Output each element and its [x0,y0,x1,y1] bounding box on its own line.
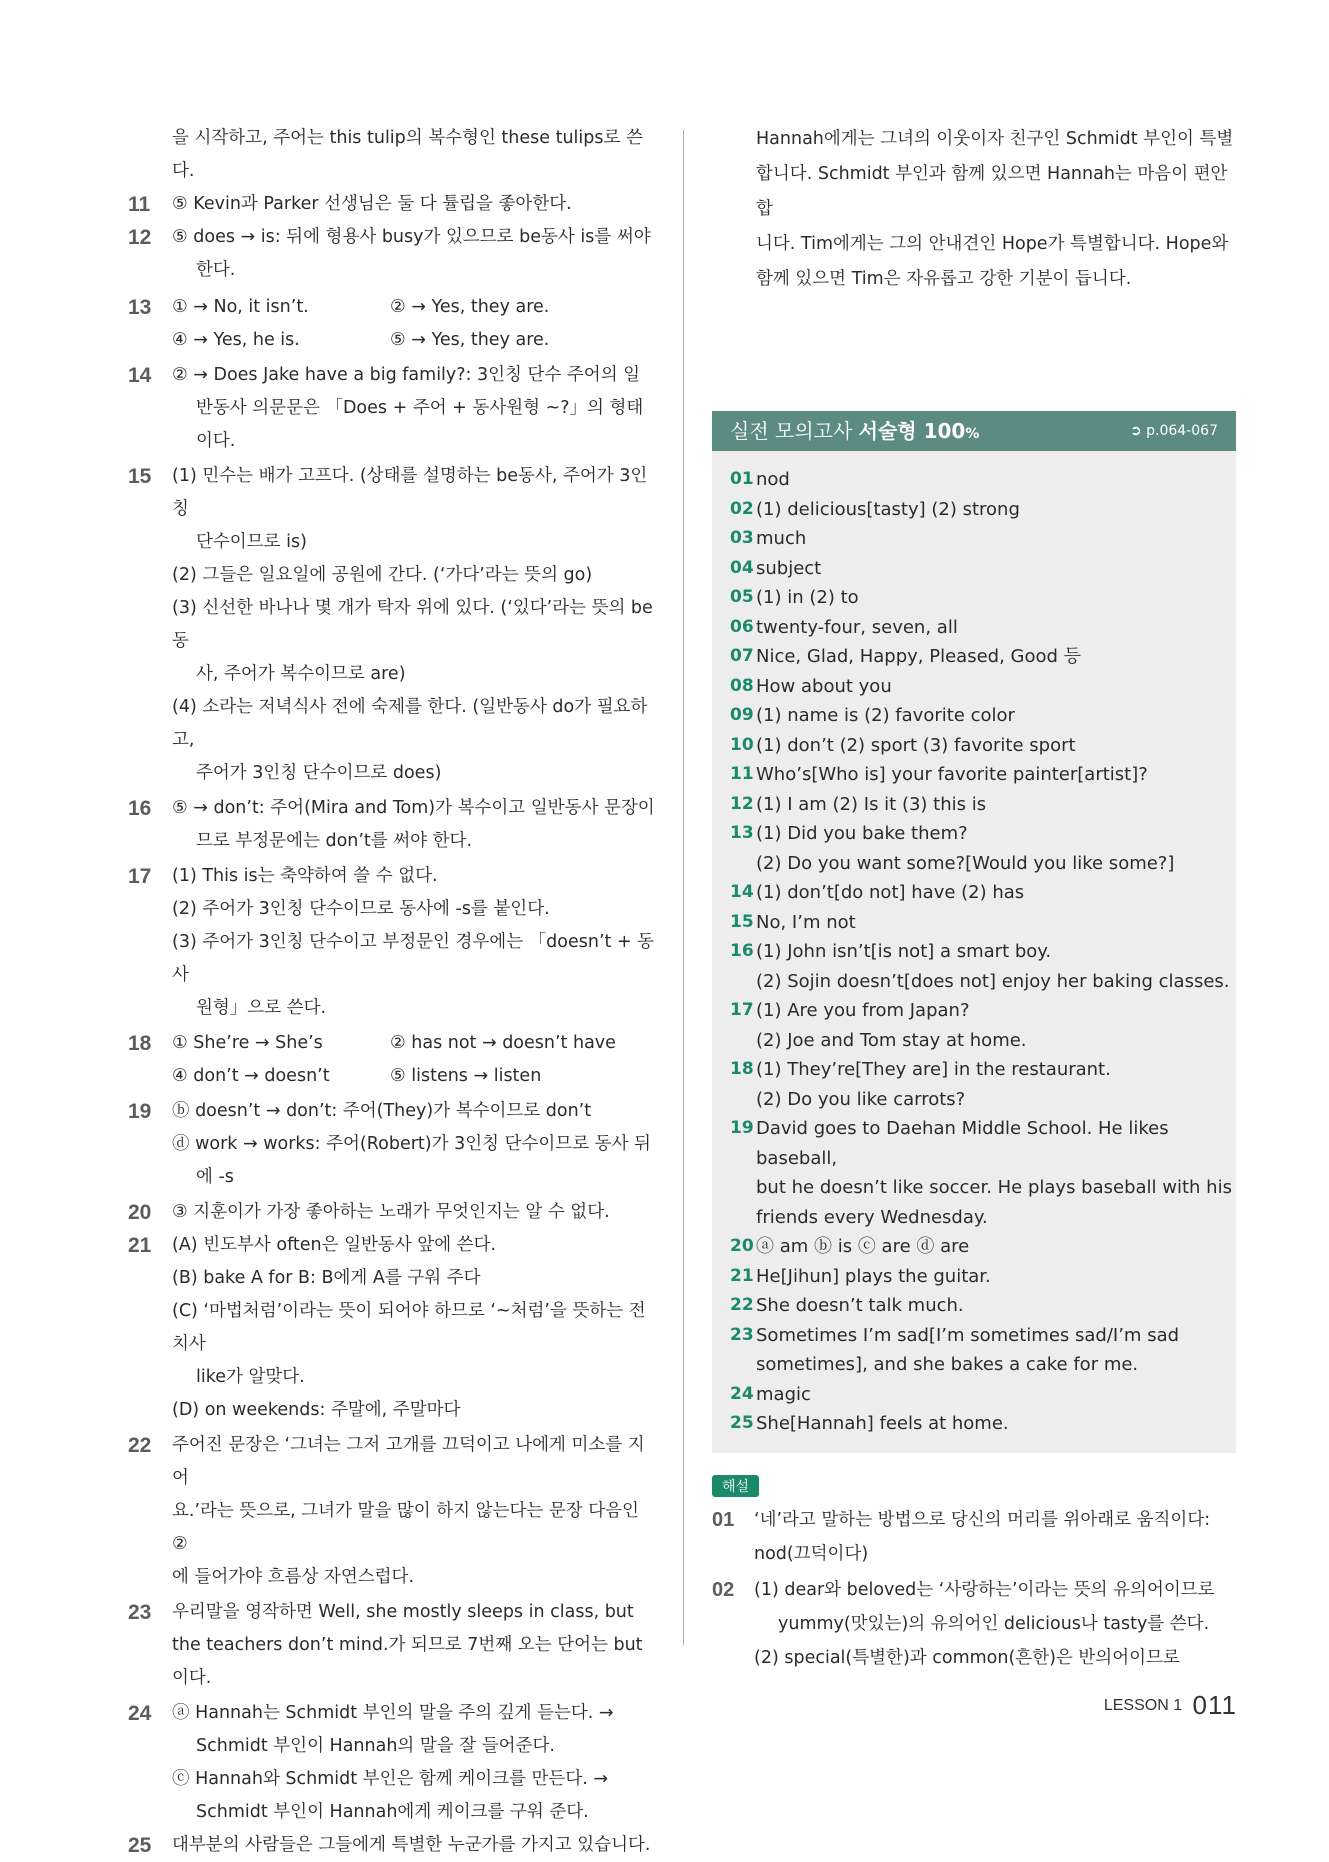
answer-text: magic [756,1383,811,1405]
answer-item [730,1114,1236,1232]
entry-12: 12 ⑤ does → is: 뒤에 형용사 busy가 있으므로 be동사 is를 써야 한다. [128,226,651,280]
answer-number: 03 [730,528,754,548]
answer-text: (2) Joe and Tom stay at home. [756,1029,1027,1051]
page-reference: ➲ p.064-067 [1129,423,1218,439]
answer-text: twenty-four, seven, all [756,616,958,638]
answer-box-header [712,411,1236,451]
entry-20: 20 ③ 지훈이가 가장 좋아하는 노래가 무엇인지는 알 수 없다. [128,1201,610,1224]
answer-number: 13 [730,823,754,843]
answer-item [730,760,1236,790]
answer-text: She doesn’t talk much. [756,1295,964,1316]
answer-number: 19 [730,1118,754,1138]
answer-text: (1) don’t (2) sport (3) favorite sport [756,734,1076,756]
arrow-circle-icon: ➲ [1129,423,1147,439]
answer-item [730,790,1236,820]
answer-text: (2) Do you like carrots? [756,1088,966,1110]
entry-23: 23 우리말을 영작하면 Well, she mostly sleeps in class, but the teachers don’t mind.가 되므로 7번째 오는 단어는 but 이다. [128,1601,643,1688]
entry-25: 25 대부분의 사람들은 그들에게 특별한 누군가를 가지고 있습니다. [128,1834,651,1857]
answer-number: 04 [730,557,754,578]
entry-25-continued: Hannah에게는 그녀의 이웃이자 친구인 Schmidt 부인이 특별 합니다. Schmidt 부인과 함께 있으면 Hannah는 마음이 편안합 니다. Tim에게는 그의 안내견인 Hope가 특별합니다. Hope와 함께 있으면 Tim은 자유롭고 강한 기분이 듭니다. [756,129,1234,289]
answer-item [730,701,1236,731]
answer-text: (1) I am (2) Is it (3) this is [756,793,987,815]
answer-text: (1) John isn’t[is not] a smart boy. [756,941,1052,962]
answer-item [730,1409,1236,1439]
answer-number: 22 [730,1295,754,1315]
answer-item [730,1291,1236,1321]
answer-number: 08 [730,675,754,696]
intro-line: 을 시작하고, 주어는 this tulip의 복수형인 these tulips로 쓴다. [172,128,643,181]
answer-number: 07 [730,646,754,666]
answer-text: nod [756,469,790,490]
answer-item [730,524,1236,554]
answer-text: He[Jihun] plays the guitar. [756,1265,991,1287]
answer-number: 15 [730,911,754,932]
answer-number: 01 [730,469,754,489]
answer-number: 20 [730,1236,754,1256]
column-divider [683,130,684,1645]
answer-text: She[Hannah] feels at home. [756,1413,1009,1434]
answer-text: (2) Sojin doesn’t[does not] enjoy her baking classes. [756,970,1230,992]
answer-number: 21 [730,1265,754,1286]
answer-text: ⓐ am ⓑ is ⓒ are ⓓ are [756,1236,970,1257]
box-title-percent: % [965,426,980,442]
answer-item [730,495,1236,525]
answer-item [730,554,1236,584]
answer-number: 24 [730,1383,754,1404]
answer-text: David goes to Daehan Middle School. He likes baseball, [756,1118,1169,1169]
answer-item [730,672,1236,702]
answer-item [730,465,1236,495]
answer-text: subject [756,557,822,579]
answer-item [730,731,1236,761]
answer-number: 16 [730,941,754,961]
answer-number: 02 [730,498,754,519]
answer-item [730,1055,1236,1114]
entry-24: 24 ⓐ Hannah는 Schmidt 부인의 말을 주의 깊게 듣는다. → Schmidt 부인이 Hannah의 말을 잘 들어준다. ⓒ Hannah와 Schmidt 부인은 함께 케이크를 만든다. → Schmidt 부인이 Hannah에게 케이크를 구워 준다. [128,1702,614,1822]
entry-18: 18 ① She’re → She’s ② has not → doesn’t have ④ don’t → doesn’t ⑤ listens → listen [128,1032,616,1086]
answer-item [730,819,1236,878]
explanation-01: 01 ‘네’라고 말하는 방법으로 당신의 머리를 위아래로 움직이다: nod(끄덕이다) [712,1508,1211,1564]
answer-text: (1) name is (2) favorite color [756,705,1015,726]
entry-17: 17 (1) This is는 축약하여 쓸 수 없다. (2) 주어가 3인칭 단수이므로 동사에 -s를 붙인다. (3) 주어가 3인칭 단수이고 부정문인 경우에는 「doesn’t + 동사 원형」으로 쓴다. [128,865,655,1018]
entry-16: 16 ⑤ → don’t: 주어(Mira and Tom)가 복수이고 일반동사 문장이 므로 부정문에는 don’t를 써야 한다. [128,797,655,851]
answer-text: No, I’m not [756,911,856,933]
answer-text: much [756,528,807,549]
answer-number: 09 [730,705,754,725]
answer-box [712,411,1236,1453]
answer-text: How about you [756,675,892,697]
answer-item [730,1321,1236,1380]
answer-item [730,613,1236,643]
answer-number: 14 [730,882,754,902]
answer-number: 05 [730,587,754,607]
entry-10-continued [128,122,658,188]
answer-number: 10 [730,734,754,755]
answer-text: (1) Are you from Japan? [756,1000,970,1021]
answer-list [712,451,1236,1439]
answer-text: (1) don’t[do not] have (2) has [756,882,1025,903]
page-footer [1104,1690,1237,1721]
lesson-label: LESSON 1 [1103,1697,1183,1714]
page-number: 011 [1192,1690,1237,1720]
answer-text: but he doesn’t like soccer. He plays baseball with his [756,1177,1232,1198]
entry-13: 13 ① → No, it isn’t. ② → Yes, they are. ④ → Yes, he is. ⑤ → Yes, they are. [128,296,550,350]
answer-item [730,996,1236,1055]
answer-item [730,583,1236,613]
entry-21: 21 (A) 빈도부사 often은 일반동사 앞에 쓴다. (B) bake A for B: B에게 A를 구워 주다 (C) ‘마법처럼’이라는 뜻이 되어야 하므로 ‘~처럼’을 뜻하는 전치사 like가 알맞다. (D) on weekends: 주말에, 주말마다 [128,1234,646,1420]
answer-item [730,908,1236,938]
answer-number: 06 [730,616,754,637]
answer-text: sometimes], and she bakes a cake for me. [756,1354,1139,1375]
answer-number: 11 [730,764,754,784]
explanation-tag: 해설 [712,1475,759,1497]
answer-text: Nice, Glad, Happy, Pleased, Good 등 [756,646,1082,667]
answer-text: (1) delicious[tasty] (2) strong [756,498,1020,520]
answer-number: 12 [730,793,754,814]
answer-text: Who’s[Who is] your favorite painter[artist]? [756,764,1148,785]
right-column [712,122,1236,1675]
answer-text: (2) Do you want some?[Would you like some?] [756,852,1175,874]
explanation-list [712,1503,1236,1675]
entry-22: 22 주어진 문장은 ‘그녀는 그저 고개를 끄덕이고 나에게 미소를 지어 요.’라는 뜻으로, 그녀가 말을 많이 하지 않는다는 문장 다음인 ② 에 들어가야 흐름상 자연스럽다. [128,1434,645,1587]
entry-15: 15 (1) 민수는 배가 고프다. (상태를 설명하는 be동사, 주어가 3인칭 단수이므로 is) (2) 그들은 일요일에 공원에 간다. (‘가다’라는 뜻의 go) (3) 신선한 바나나 몇 개가 탁자 위에 있다. (‘있다’라는 뜻의 be동 사, 주어가 복수이므로 are) (4) 소라는 저녁식사 전에 숙제를 한다. (일반동사 do가 필요하고, 주어가 3인칭 단수이므로 does) [128,465,653,783]
answer-number: 18 [730,1059,754,1079]
answer-text: (1) Did you bake them? [756,823,968,844]
entry-19: 19 ⓑ doesn’t → don’t: 주어(They)가 복수이므로 don’t ⓓ work → works: 주어(Robert)가 3인칭 단수이므로 동사 뒤 에 -s [128,1100,651,1187]
answer-text: friends every Wednesday. [756,1206,988,1228]
answer-text: (1) They’re[They are] in the restaurant. [756,1059,1111,1080]
answer-item [730,878,1236,908]
answer-text: (1) in (2) to [756,587,859,608]
explanation-02: 02 (1) dear와 beloved는 ‘사랑하는’이라는 뜻의 유의어이므로 yummy(맛있는)의 유의어인 delicious나 tasty를 쓴다. (2) special(특별한)과 common(흔한)은 반의어이므로 [712,1578,1215,1668]
answer-item [730,1380,1236,1410]
left-column [128,122,658,1862]
entry-11: 11 ⑤ Kevin과 Parker 선생님은 둘 다 튤립을 좋아한다. [128,193,572,216]
answer-text: Sometimes I’m sad[I’m sometimes sad/I’m sad [756,1324,1180,1346]
answer-number: 23 [730,1324,754,1345]
answer-item [730,642,1236,672]
answer-item [730,1232,1236,1262]
entry-14: 14 ② → Does Jake have a big family?: 3인칭 단수 주어의 일 반동사 의문문은 「Does + 주어 + 동사원형 ~?」의 형태이다. [128,364,644,451]
answer-item [730,1262,1236,1292]
box-title-main: 서술형 100 [858,419,966,443]
answer-item [730,937,1236,996]
box-title-prefix: 실전 모의고사 [730,419,859,443]
answer-number: 17 [730,1000,754,1020]
answer-number: 25 [730,1413,754,1433]
